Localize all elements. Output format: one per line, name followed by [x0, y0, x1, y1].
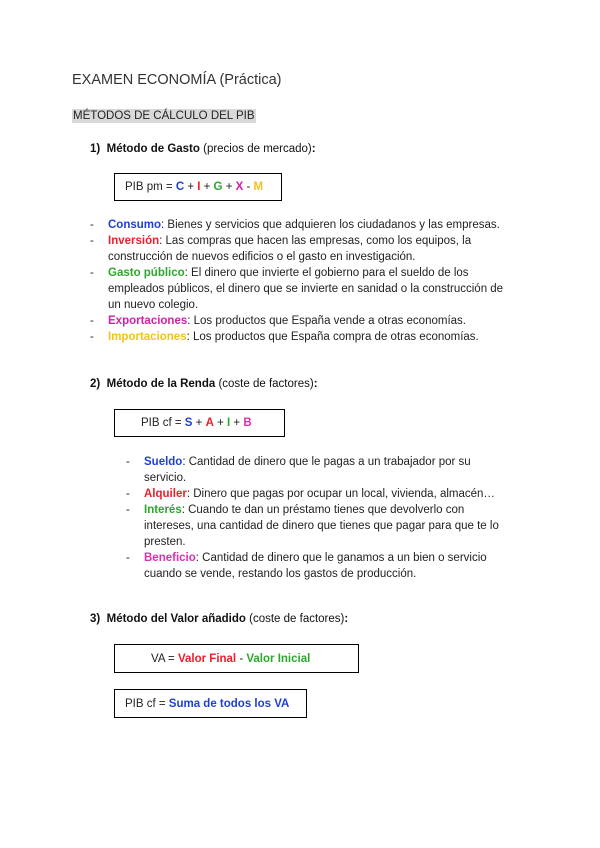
list-dash: - — [90, 235, 94, 247]
list-dash: - — [126, 504, 130, 516]
item-text-cont: presten. — [144, 536, 186, 548]
term-sueldo: Sueldo — [144, 456, 183, 468]
formula-term-b: B — [243, 417, 252, 429]
list-item — [90, 217, 548, 233]
renda-list — [126, 454, 544, 582]
formula-gasto-prefix: PIB pm = — [125, 181, 176, 193]
list-item — [90, 233, 548, 265]
formula-term-m: M — [253, 181, 264, 193]
formula-suma-va: Suma de todos los VA — [168, 697, 290, 710]
method-3-number: 3) — [90, 613, 101, 625]
formula-pib-cf-prefix: PIB cf = — [125, 697, 169, 710]
formula-plus: + — [222, 181, 236, 193]
list-item — [126, 454, 544, 486]
formula-term-x: X — [235, 181, 244, 193]
item-text: : Los productos que España vende a otras economías. — [187, 315, 466, 327]
term-interes: Interés — [144, 504, 182, 516]
term-importaciones: Importaciones — [108, 331, 187, 343]
item-text: : Cuando te dan un préstamo tienes que devolverlo con — [181, 504, 465, 516]
item-text: : Bienes y servicios que adquieren los ciudadanos y las empresas. — [161, 219, 500, 231]
method-3-colon: : — [344, 613, 349, 625]
item-text-cont: intereses, una cantidad de dinero que tienes que pagar para que te lo — [144, 520, 499, 532]
formula-renda-box — [114, 409, 285, 437]
list-dash: - — [126, 552, 130, 564]
term-beneficio: Beneficio — [144, 552, 196, 564]
formula-gasto-box — [114, 173, 282, 201]
method-1-number: 1) — [90, 143, 101, 155]
method-2-colon: : — [313, 378, 318, 390]
list-dash: - — [126, 456, 130, 468]
method-1-heading — [90, 143, 316, 155]
item-text-cont: un nuevo colegio. — [108, 299, 199, 311]
formula-term-c: C — [175, 181, 185, 193]
method-1-name: Método de Gasto — [106, 143, 200, 155]
item-text: : Los productos que España compra de otras economías. — [186, 331, 479, 343]
formula-plus: + — [213, 417, 227, 429]
item-text: : Dinero que pagas por ocupar un local, vivienda, almacén… — [186, 488, 495, 500]
list-item — [126, 550, 544, 582]
formula-term-s: S — [184, 417, 193, 429]
method-1-colon: : — [311, 143, 316, 155]
item-text: : Cantidad de dinero que le pagas a un trabajador por su — [182, 456, 471, 468]
term-alquiler: Alquiler — [144, 488, 187, 500]
item-text-cont: cuando se vende, restando los gastos de producción. — [144, 568, 417, 580]
formula-va-box — [114, 644, 359, 673]
method-2-name: Método de la Renda — [106, 378, 216, 390]
method-3-heading — [90, 613, 348, 625]
term-inversion: Inversión — [108, 235, 160, 247]
item-text: : Cantidad de dinero que le ganamos a un bien o servicio — [195, 552, 487, 564]
formula-minus: - — [243, 181, 254, 193]
formula-minus: - — [236, 652, 247, 665]
term-consumo: Consumo — [108, 219, 162, 231]
method-2-detail: (coste de factores) — [218, 378, 314, 390]
list-dash: - — [90, 219, 94, 231]
gasto-list — [90, 217, 548, 345]
formula-pib-cf-box — [114, 689, 307, 718]
item-text-cont: servicio. — [144, 472, 187, 484]
list-item — [126, 486, 544, 502]
method-2-number: 2) — [90, 378, 101, 390]
formula-plus: + — [200, 181, 214, 193]
formula-valor-inicial: Valor Inicial — [246, 652, 311, 665]
item-text-cont: empleados públicos, el dinero que se invierte en sanidad o la construcción de — [108, 283, 504, 295]
term-gasto-publico: Gasto público — [108, 267, 185, 279]
section-heading: MÉTODOS DE CÁLCULO DEL PIB — [73, 110, 255, 122]
list-dash: - — [126, 488, 130, 500]
formula-renda-prefix: PIB cf = — [141, 417, 185, 429]
formula-plus: + — [230, 417, 244, 429]
formula-plus: + — [184, 181, 198, 193]
formula-va-prefix: VA = — [151, 652, 178, 665]
item-text-cont: construcción de nuevos edificios o el gasto en investigación. — [108, 251, 416, 263]
list-dash: - — [90, 267, 94, 279]
formula-term-i: I — [197, 181, 201, 193]
method-3-name: Método del Valor añadido — [106, 613, 246, 625]
method-3-detail: (coste de factores) — [249, 613, 345, 625]
list-dash: - — [90, 331, 94, 343]
formula-valor-final: Valor Final — [177, 652, 237, 665]
method-2-heading — [90, 378, 318, 390]
list-item — [90, 329, 548, 345]
method-1-detail: (precios de mercado) — [203, 143, 312, 155]
page-title: EXAMEN ECONOMÍA (Práctica) — [72, 72, 282, 88]
formula-plus: + — [192, 417, 206, 429]
formula-term-a: A — [205, 417, 214, 429]
formula-term-i: I — [227, 417, 231, 429]
list-dash: - — [90, 315, 94, 327]
list-item — [90, 265, 548, 313]
item-text: : El dinero que invierte el gobierno para el sueldo de los — [184, 267, 469, 279]
list-item — [126, 502, 544, 550]
item-text: : Las compras que hacen las empresas, como los equipos, la — [159, 235, 472, 247]
formula-term-g: G — [213, 181, 223, 193]
term-exportaciones: Exportaciones — [108, 315, 188, 327]
list-item — [90, 313, 548, 329]
